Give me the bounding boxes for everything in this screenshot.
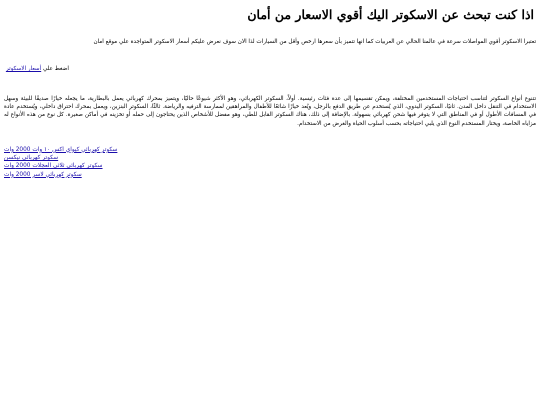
product-link-three-wheel[interactable]: سكوتر كهربائي ثلاثي العجلات 2000 وات — [4, 163, 103, 170]
cta-prefix: اضغط علي — [42, 66, 69, 72]
scooter-prices-link[interactable]: أسعار الاسكوتر — [6, 66, 42, 72]
list-item — [4, 146, 536, 154]
cta-inner — [6, 65, 69, 73]
page-content — [4, 6, 536, 179]
list-item — [4, 154, 536, 162]
list-item — [4, 171, 536, 179]
product-link-kiway[interactable]: سكوتر كهربائي كيواي اكس ١٠ وات 2000 وات — [4, 146, 118, 153]
scooter-types-paragraph: تتنوع أنواع السكوتر لتناسب احتياجات المستخدمين المختلفة، ويمكن تقسيمها إلى عدة فئات رئيسية. أولاً، السكوتر الكهربائي، وهو الأكثر شيوعًا حاليًا، ويتميز بمحرك كهربائي يعمل بالبطارية، ما يجعله خيارًا صديقًا للبيئة وسهل الاستخدام في التنقل داخل المدن. ثانيًا، السكوتر اليدوي، الذي يُستخدم عن طريق الدفع بالرجل، ويُعد خيارًا شائعًا للأطفال والمراهقين لممارسة الترفيه والرياضة. ثالثًا، السكوتر البنزين، ويعمل بمحرك احتراق داخلي، ويُستخدم عادة في المسافات الأطول أو في المناطق التي لا يتوفر فيها شحن كهربائي بسهولة. بالإضافة إلى ذلك، هناك السكوتر القابل للطي، وهو مفضل للأشخاص الذين يحتاجون إلى حمله أو تخزينه في أماكن صغيرة. كل نوع من هذه الأنواع له مزاياه الخاصة، ويختار المستخدم النوع الذي يلبي احتياجاته بحسب أسلوب الحياة والغرض من الاستخدام. — [4, 96, 536, 127]
intro-paragraph: تعتبرا الاسكوتر أقوي المواصلات سرعة في عالمنا الحالي عن العربيات كما انها تتميز بأن سعرها ارخص وأقل من السيارات لذا الان سوف نعرض عليكم أسعار الاسكوتر المتواجدة علي موقع امان — [93, 39, 536, 45]
product-link-laser[interactable]: سكوتر كهربائي لاسر 2000 وات — [4, 171, 82, 178]
page-title: اذا كنت تبحث عن الاسكوتر اليك أقوي الاسعار من أمان — [247, 7, 534, 22]
list-item — [4, 162, 536, 170]
product-links-list — [4, 146, 536, 179]
cta-line — [4, 65, 536, 73]
product-link-nixon[interactable]: سكوتر كهربائي نيكسن — [4, 155, 59, 162]
